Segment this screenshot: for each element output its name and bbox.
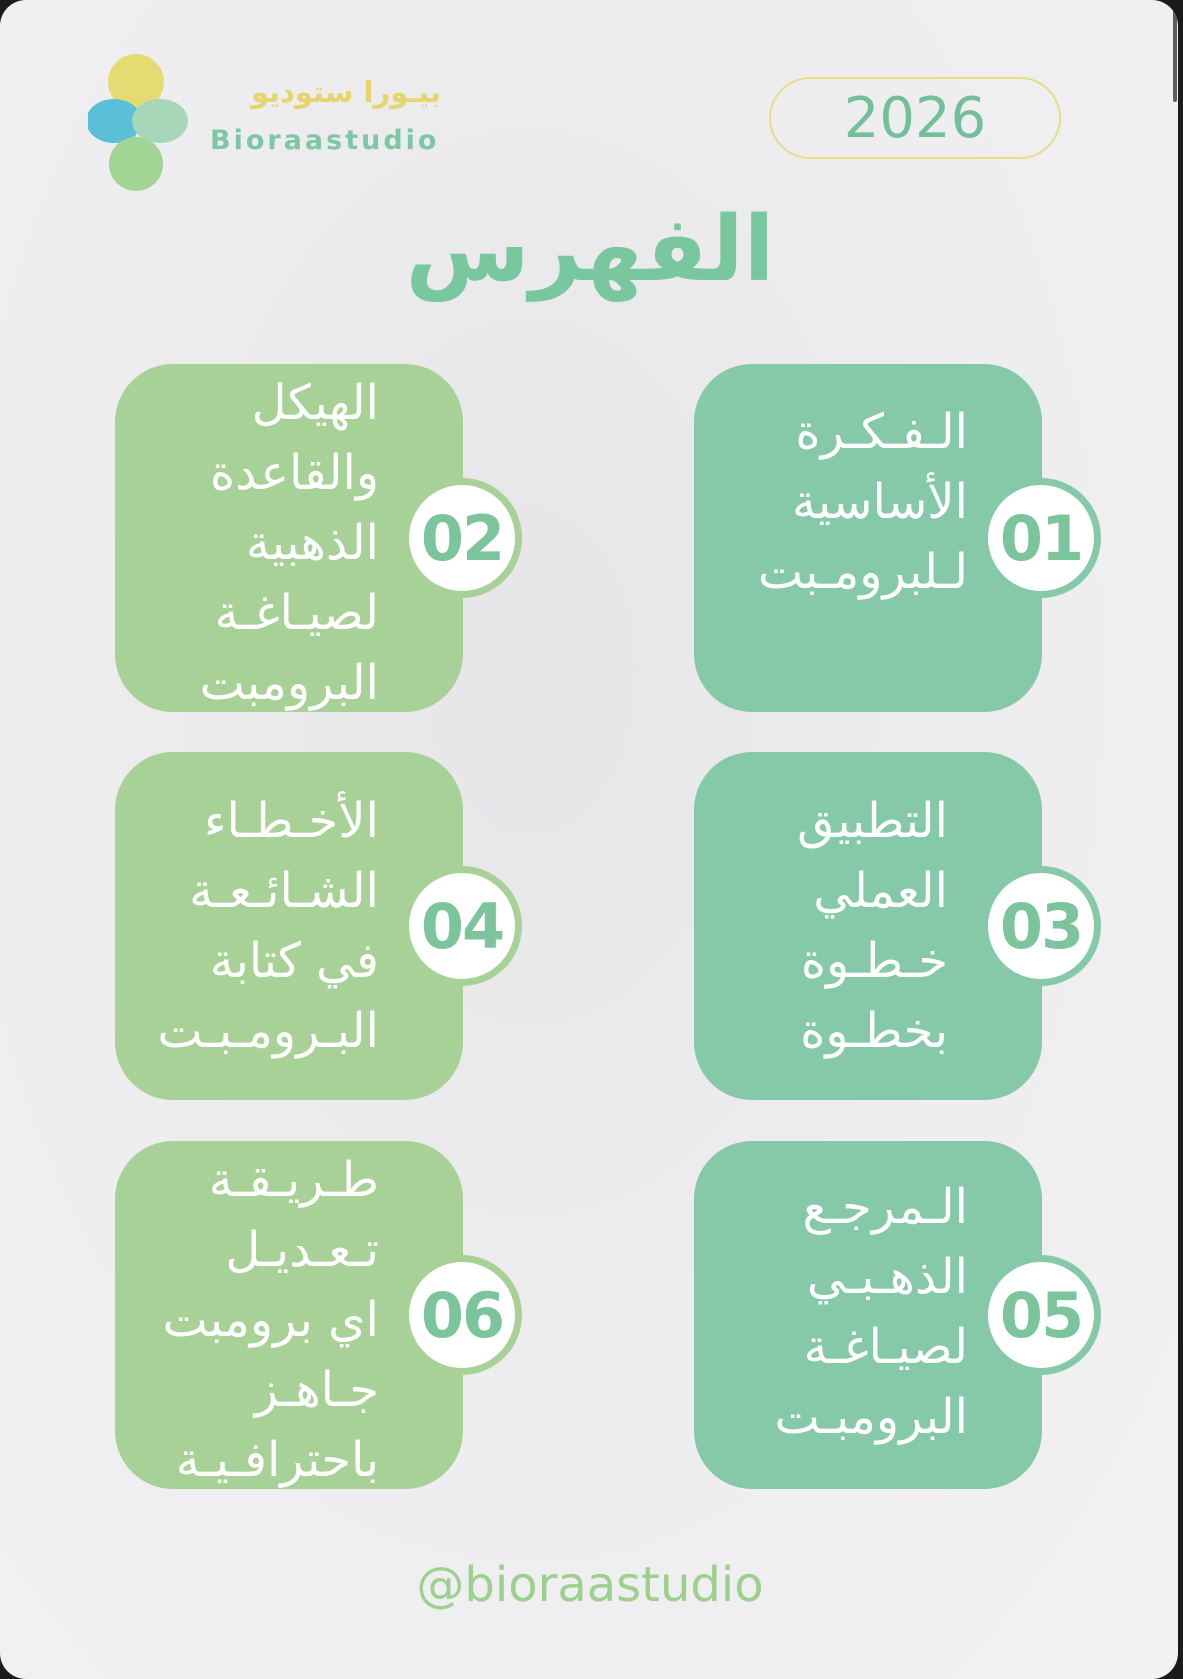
- scroll-indicator[interactable]: [1173, 10, 1177, 102]
- index-item-02-number: 02: [402, 478, 522, 598]
- index-item-01-title: الـفـكـرة الأساسية لـلبرومـبت: [757, 404, 968, 600]
- index-item-01-number: 01: [981, 478, 1101, 598]
- brand-name-english: Bioraastudio: [210, 125, 440, 156]
- index-item-04-title: الأخـطـاء الشـائـعـة في كتابة البـرومـبـت: [157, 793, 379, 1059]
- logo-icon: [88, 52, 218, 192]
- index-item-03-title: التطبيق العملي خـطـوة بخطـوة: [797, 793, 948, 1059]
- index-item-05-title: الـمرجـع الذهـبـي لصيـاغـة البرومبـت: [774, 1179, 968, 1445]
- page-title: الفهرس: [405, 197, 775, 302]
- index-item-06-number: 06: [402, 1255, 522, 1375]
- index-item-06-title: طـريـقـة تـعـديـل اي برومبت جـاهـز باحترافـيـة: [162, 1152, 379, 1488]
- index-item-03-number: 03: [981, 866, 1101, 986]
- index-item-05-number: 05: [981, 1255, 1101, 1375]
- year-badge: 2026: [769, 77, 1061, 159]
- index-item-04-number: 04: [402, 866, 522, 986]
- social-handle: @bioraastudio: [416, 1557, 764, 1613]
- brand-name-arabic: بيـورا ستوديو: [250, 75, 441, 109]
- index-item-02-title: الهيكل والقاعدة الذهبية لصيـاغـة البرومبت: [199, 375, 379, 711]
